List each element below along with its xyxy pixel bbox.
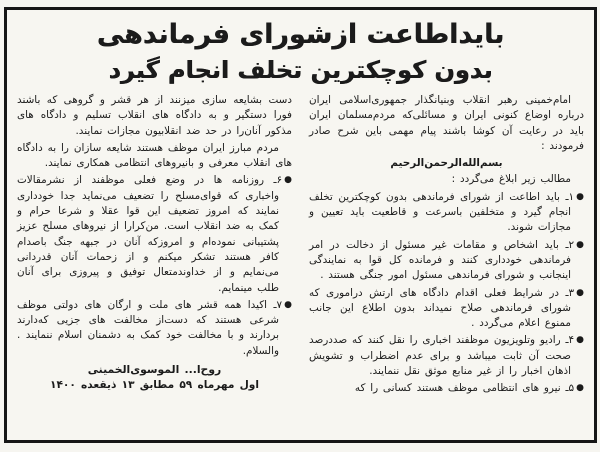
item-number: ۵ـ [565, 382, 575, 395]
item-number: ۲ـ [565, 238, 575, 251]
directive-item-5 [309, 381, 584, 396]
item-text: نیرو های انتظامی موظف هستند کسانی را که [354, 382, 561, 395]
directive-item-3 [309, 286, 584, 332]
right-column [309, 93, 584, 399]
date-line: اول مهرماه ۵۹ مطابق ۱۳ ذیقعده ۱۴۰۰ [49, 379, 259, 392]
item-text: روزنامه ها در وضع فعلی موظفند از نشرمقالات واخباری که قوای‌مسلح را تضعیف می‌نماید جدا خودداری نمایند که امروز تضعیف این قوا عقلا و شرعا حرام و کمک به ضد انقلاب است. من‌کرارا از نیروهای مسلح عزیز پشتیبانی نموده‌ام و امروزکه آنان در جبهه جنگ باصدام کافر هستند تشکر میکنم و از زحمات آنان قدردانی می‌نمایم و از خداوندمتعال توفیق و پیروزی برای آنان طلب مینمایم. [17, 174, 279, 294]
headline-secondary: بدون کوچکترین تخلف انجام گیرد [108, 55, 493, 84]
bullet-icon: ● [576, 287, 584, 298]
directive-item-2 [309, 238, 584, 284]
continuation-paragraph: دست بشایعه سازی میزنند از هر قشر و گروهی که باشند فورا دستگیر و به دادگاه های انقلاب تسلیم و دادگاه های مذکور آنان‌را در حد ضد انقلابیون مجازات نمایند. [17, 93, 292, 137]
directive-item-1 [309, 190, 584, 236]
signature: روح‌ا... الموسوی‌الخمینی [87, 362, 222, 376]
directive-item-7 [17, 298, 292, 359]
left-column [17, 93, 292, 399]
bullet-icon: ● [576, 335, 584, 346]
lead-line: مطالب زیر ابلاغ می‌گردد : [451, 173, 571, 186]
bullet-icon: ● [576, 239, 584, 250]
intro-paragraph: امام‌خمینی رهبر انقلاب وبنیانگذار جمهوری‌اسلامی ایران درباره اوضاع کنونی ایران و مسائلی‌که مردم‌مسلمان ایران باید در رعایت آن کوشا باشند پیام مهمی باین شرح صادر فرمودند : [309, 93, 584, 152]
item-text: باید اطاعت از شورای فرماندهی بدون کوچکترین تخلف انجام گیرد و متخلفین باسرعت و قاطعیت باید تعیین و مجازات شوند. [309, 190, 571, 234]
bullet-icon: ● [576, 191, 584, 202]
directive-item-4 [309, 333, 584, 379]
directive-item-6 [17, 173, 292, 295]
masthead [17, 18, 584, 86]
bullet-icon: ● [576, 383, 584, 394]
item-text: اکیدا همه قشر های ملت و ارگان های دولتی موظف شرعی هستند که دست‌از مخالفت های جزیی که‌دارند بردارند و با مخالفت خود کمک به دشمنان اسلام ننمایند . والسلام. [17, 298, 279, 357]
signature-block [17, 362, 292, 394]
item-number: ۴ـ [565, 334, 575, 347]
item-number: ۱ـ [565, 190, 575, 203]
item-number: ۳ـ [565, 286, 575, 299]
item-text: در شرایط فعلی اقدام دادگاه های ارتش دراموری که شورای فرماندهی صلاح نمیداند بدون اطلاع این جانب ممنوع اعلام می‌گردد . [309, 286, 571, 330]
item-number: ۶ـ [273, 174, 283, 187]
item-text: رادیو وتلویزیون موظفند اخباری را نقل کنند که صددرصد صحت آن ثابت میباشد و برای عدم اضطراب و تشویش اذهان اخبار را از غیر منابع موثق نقل ننمایند. [309, 334, 571, 377]
item-number: ۷ـ [273, 298, 283, 311]
bullet-icon: ● [284, 175, 292, 186]
basmala: بسم‌الله‌الرحمن‌الرحیم [390, 157, 503, 170]
body-columns [17, 93, 584, 399]
headline-primary: بایداطاعت ازشورای فرماندهی [96, 19, 505, 50]
people-duty-paragraph: مردم مبارز ایران موظف هستند شایعه سازان را به دادگاه های انقلاب معرفی و بانیروهای انتظامی همکاری نمایند. [17, 141, 292, 170]
bullet-icon: ● [284, 299, 292, 310]
page-border [4, 7, 597, 443]
item-text: باید اشخاص و مقامات غیر مسئول از دخالت در امر فرماندهی خودداری کنند و فرمانده کل قوا به نمایندگی اینجانب و شورای فرماندهی مسئول امور جنگی هستند . [309, 238, 571, 282]
